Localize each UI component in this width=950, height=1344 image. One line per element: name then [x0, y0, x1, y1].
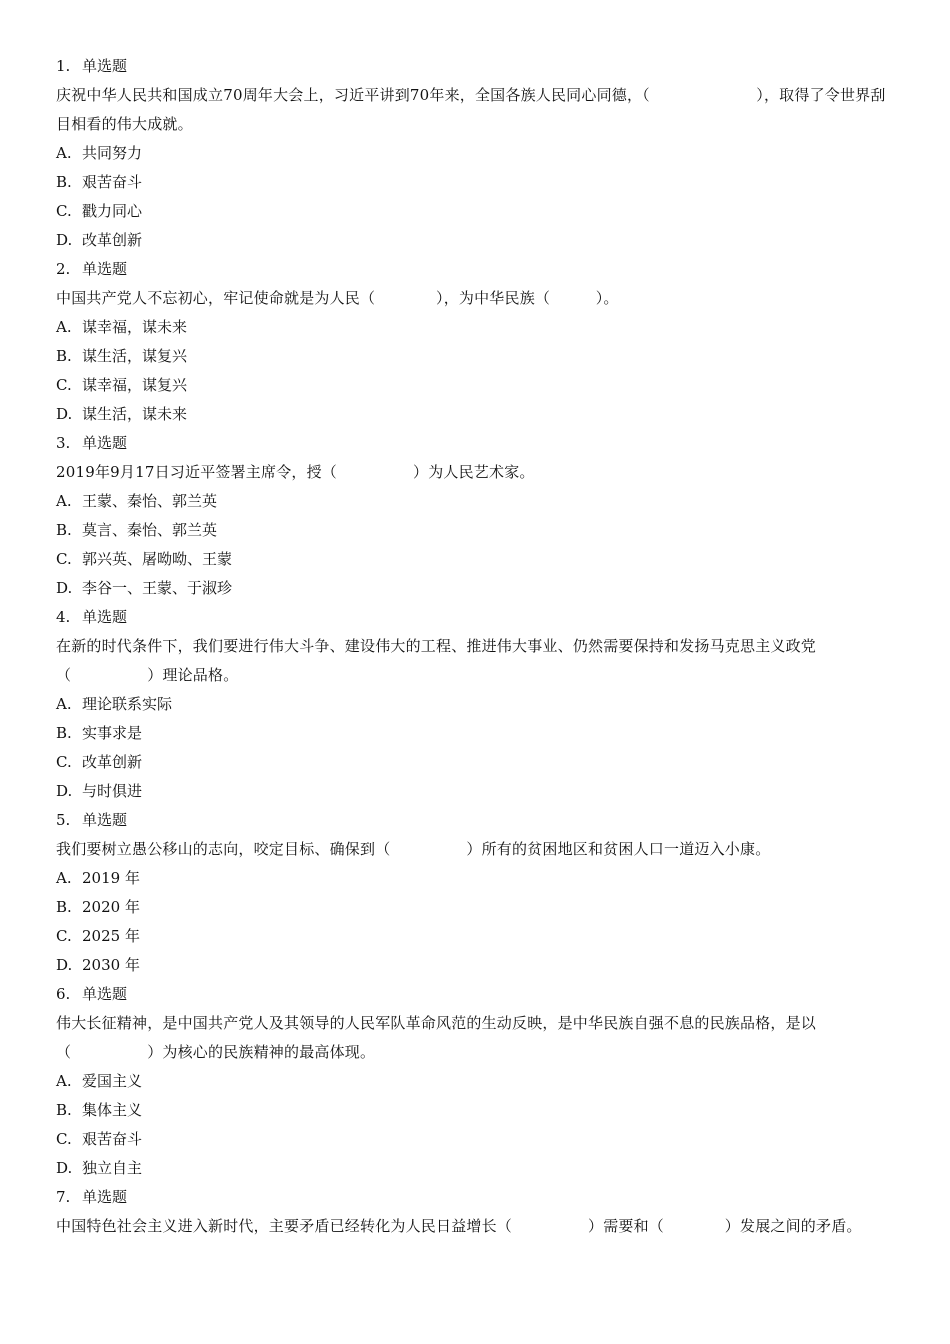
option-c [56, 545, 890, 574]
question-stem: 中国特色社会主义进入新时代，主要矛盾已经转化为人民日益增长（ ）需要和（ ）发展之间的矛盾。 [56, 1217, 862, 1235]
question-2 [56, 255, 890, 429]
option-letter: B. [56, 898, 72, 916]
question-header [56, 255, 890, 284]
question-number: 3. [56, 434, 71, 452]
question-type: 单选题 [82, 260, 128, 278]
option-letter: D. [56, 405, 73, 423]
option-text: 共同努力 [82, 144, 143, 162]
option-text: 谋幸福，谋未来 [82, 318, 188, 336]
option-a [56, 313, 890, 342]
option-text: 2030 年 [82, 956, 140, 974]
question-header [56, 1183, 890, 1212]
question-number: 5. [56, 811, 71, 829]
option-text: 郭兴英、屠呦呦、王蒙 [82, 550, 233, 568]
question-header [56, 429, 890, 458]
option-letter: D. [56, 782, 73, 800]
question-header [56, 52, 890, 81]
question-3 [56, 429, 890, 603]
option-text: 独立自主 [82, 1159, 143, 1177]
option-a [56, 690, 890, 719]
question-number: 4. [56, 608, 71, 626]
option-letter: B. [56, 521, 72, 539]
option-letter: C. [56, 1130, 72, 1148]
option-text: 实事求是 [82, 724, 143, 742]
question-type: 单选题 [82, 608, 128, 626]
option-text: 与时俱进 [82, 782, 143, 800]
question-type: 单选题 [82, 985, 128, 1003]
question-6 [56, 980, 890, 1183]
option-letter: A. [56, 318, 72, 336]
option-a [56, 864, 890, 893]
question-stem: 庆祝中华人民共和国成立70周年大会上，习近平讲到70年来，全国各族人民同心同德，（ ），取得了令世界刮目相看的伟大成就。 [56, 86, 886, 133]
question-number: 1. [56, 57, 71, 75]
option-d [56, 574, 890, 603]
option-letter: A. [56, 144, 72, 162]
question-stem: 2019年9月17日习近平签署主席令，授（ ）为人民艺术家。 [56, 463, 535, 481]
question-type: 单选题 [82, 1188, 128, 1206]
option-text: 谋幸福，谋复兴 [82, 376, 188, 394]
option-letter: C. [56, 376, 72, 394]
option-text: 集体主义 [82, 1101, 143, 1119]
option-letter: A. [56, 1072, 72, 1090]
question-number: 6. [56, 985, 71, 1003]
option-b [56, 516, 890, 545]
question-type: 单选题 [82, 811, 128, 829]
option-c [56, 371, 890, 400]
option-text: 戳力同心 [82, 202, 143, 220]
question-4 [56, 603, 890, 806]
option-letter: D. [56, 231, 73, 249]
option-text: 莫言、秦怡、郭兰英 [82, 521, 218, 539]
option-b [56, 893, 890, 922]
option-a [56, 1067, 890, 1096]
option-letter: C. [56, 202, 72, 220]
option-text: 谋生活，谋未来 [82, 405, 188, 423]
option-d [56, 1154, 890, 1183]
option-text: 2025 年 [82, 927, 140, 945]
option-c [56, 748, 890, 777]
question-header [56, 806, 890, 835]
option-letter: A. [56, 869, 72, 887]
option-text: 王蒙、秦怡、郭兰英 [82, 492, 218, 510]
option-d [56, 400, 890, 429]
option-c [56, 197, 890, 226]
option-text: 2019 年 [82, 869, 140, 887]
option-d [56, 951, 890, 980]
option-b [56, 719, 890, 748]
option-a [56, 139, 890, 168]
question-header [56, 980, 890, 1009]
option-letter: B. [56, 173, 72, 191]
option-letter: C. [56, 927, 72, 945]
option-text: 李谷一、王蒙、于淑珍 [82, 579, 233, 597]
question-stem: 中国共产党人不忘初心，牢记使命就是为人民（ ），为中华民族（ ）。 [56, 289, 619, 307]
option-c [56, 922, 890, 951]
option-text: 艰苦奋斗 [82, 1130, 143, 1148]
option-letter: D. [56, 956, 73, 974]
option-text: 谋生活，谋复兴 [82, 347, 188, 365]
option-d [56, 777, 890, 806]
question-stem: 伟大长征精神，是中国共产党人及其领导的人民军队革命风范的生动反映，是中华民族自强不息的民族品格，是以（ ）为核心的民族精神的最高体现。 [56, 1014, 817, 1061]
question-header [56, 603, 890, 632]
option-b [56, 342, 890, 371]
option-letter: C. [56, 550, 72, 568]
option-text: 2020 年 [82, 898, 140, 916]
option-letter: D. [56, 1159, 73, 1177]
option-text: 改革创新 [82, 231, 143, 249]
option-text: 艰苦奋斗 [82, 173, 143, 191]
option-d [56, 226, 890, 255]
option-a [56, 487, 890, 516]
question-number: 2. [56, 260, 71, 278]
question-type: 单选题 [82, 57, 128, 75]
option-text: 改革创新 [82, 753, 143, 771]
option-letter: D. [56, 579, 73, 597]
question-number: 7. [56, 1188, 71, 1206]
question-stem: 我们要树立愚公移山的志向，咬定目标、确保到（ ）所有的贫困地区和贫困人口一道迈入小康。 [56, 840, 771, 858]
question-type: 单选题 [82, 434, 128, 452]
option-letter: B. [56, 724, 72, 742]
question-7 [56, 1183, 890, 1241]
option-c [56, 1125, 890, 1154]
option-letter: B. [56, 1101, 72, 1119]
option-text: 爱国主义 [82, 1072, 143, 1090]
option-b [56, 1096, 890, 1125]
option-b [56, 168, 890, 197]
question-stem: 在新的时代条件下，我们要进行伟大斗争、建设伟大的工程、推进伟大事业、仍然需要保持和发扬马克思主义政党（ ）理论品格。 [56, 637, 817, 684]
option-letter: C. [56, 753, 72, 771]
option-letter: A. [56, 492, 72, 510]
question-5 [56, 806, 890, 980]
option-letter: B. [56, 347, 72, 365]
question-1 [56, 52, 890, 255]
option-text: 理论联系实际 [82, 695, 173, 713]
option-letter: A. [56, 695, 72, 713]
